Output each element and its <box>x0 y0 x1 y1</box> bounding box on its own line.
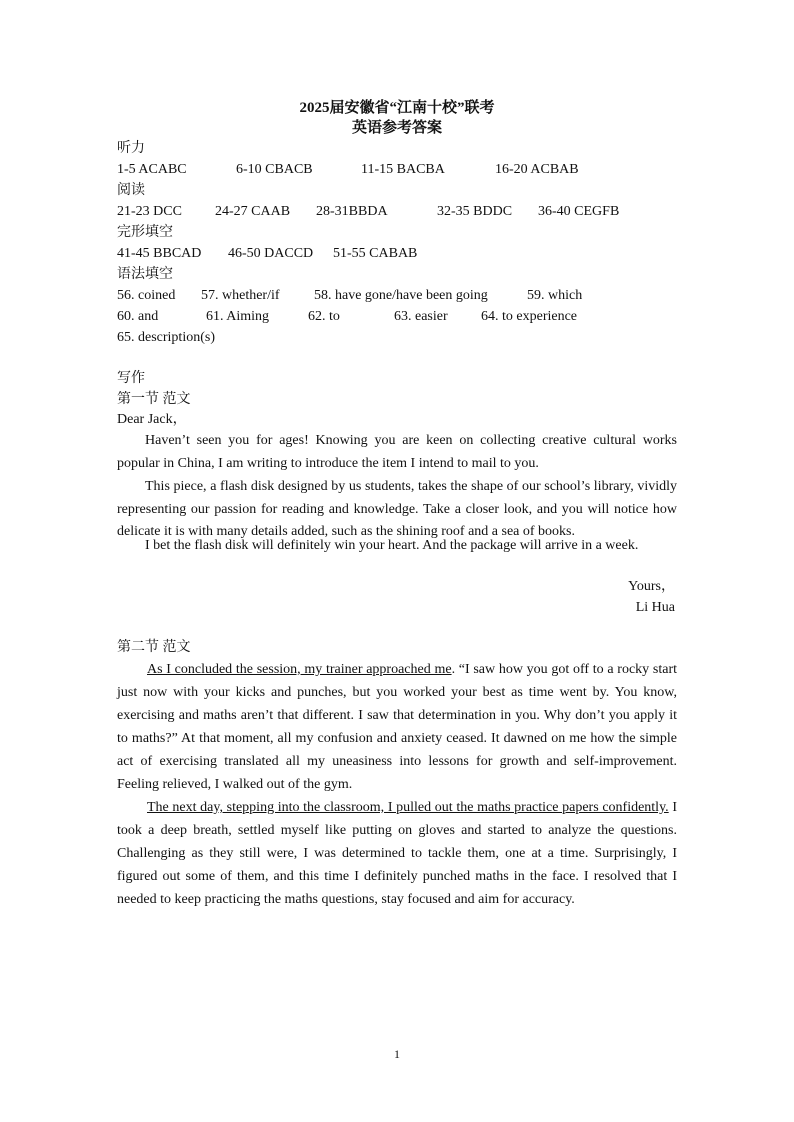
grammar-answer: 60. and <box>117 309 159 324</box>
grammar-answer: 64. to experience <box>481 309 578 324</box>
given-opening-sentence: As I concluded the session, my trainer approached me <box>147 662 452 677</box>
section1-heading: 第一节 范文 <box>117 392 191 407</box>
reading-answer: 28-31BBDA <box>316 204 388 219</box>
given-opening-sentence: The next day, stepping into the classroom, I pulled out the maths practice papers confidently. <box>147 800 669 815</box>
grammar-answer: 61. Aiming <box>206 309 270 324</box>
letter-salutation: Dear Jack， <box>117 412 187 427</box>
grammar-answer: 62. to <box>308 309 340 324</box>
continuation-paragraph <box>117 659 677 796</box>
listening-answer: 1-5 ACABC <box>117 162 187 177</box>
reading-answer: 24-27 CAAB <box>215 204 291 219</box>
listening-answer: 11-15 BACBA <box>361 162 445 177</box>
paragraph-text: I took a deep breath, settled myself like putting on gloves and started to analyze the questions. Challenging as they still were, I was determined to tackle them, one at a time. Surprisingly, I figured out some of them, and this time I definitely punched maths in the face. I resolved that I needed to keep practicing the maths questions, stay focused and aim for accuracy. <box>117 800 677 907</box>
cloze-answer: 51-55 CABAB <box>333 246 418 261</box>
continuation-paragraph <box>117 797 677 912</box>
grammar-heading: 语法填空 <box>117 267 173 282</box>
page-title: 2025届安徽省“江南十校”联考 <box>299 100 495 116</box>
grammar-answer: 59. which <box>527 288 583 303</box>
letter-paragraph: Haven’t seen you for ages! Knowing you are keen on collecting creative cultural works popular in China, I am writing to introduce the item I intend to mail to you. <box>117 433 677 471</box>
letter-paragraph: This piece, a flash disk designed by us students, takes the shape of our school’s library, vividly representing our passion for reading and knowledge. Take a closer look, and you will notice how delicate it is with many details added, such as the shining roof and a sea of books. <box>117 479 677 540</box>
grammar-answer: 57. whether/if <box>201 288 280 303</box>
cloze-answer: 46-50 DACCD <box>228 246 314 261</box>
cloze-heading: 完形填空 <box>117 225 173 240</box>
grammar-answer: 58. have gone/have been going <box>314 288 488 303</box>
page-subtitle: 英语参考答案 <box>351 120 442 136</box>
letter-paragraph: I bet the flash disk will definitely win your heart. And the package will arrive in a week. <box>145 538 639 553</box>
listening-heading: 听力 <box>117 141 145 156</box>
listening-answer: 16-20 ACBAB <box>495 162 579 177</box>
grammar-answer: 65. description(s) <box>117 330 215 345</box>
reading-answer: 21-23 DCC <box>117 204 182 219</box>
reading-answer: 32-35 BDDC <box>437 204 513 219</box>
reading-answer: 36-40 CEGFB <box>538 204 620 219</box>
letter-signature: Li Hua <box>635 600 675 615</box>
section2-heading: 第二节 范文 <box>117 640 191 655</box>
grammar-answer: 56. coined <box>117 288 176 303</box>
grammar-answer: 63. easier <box>394 309 448 324</box>
paragraph-text: . “I saw how you got off to a rocky start just now with your kicks and punches, but you worked your best as time went by. You know, exercising and maths aren’t that different. I saw that determination in you. Why don’t you apply it to maths?” At that moment, all my confusion and anxiety ceased. It dawned on me how the simple act of exercising translated all my uneasiness into lessons for growth and self-improvement. Feeling relieved, I walked out of the gym. <box>117 662 677 792</box>
cloze-answer: 41-45 BBCAD <box>117 246 202 261</box>
page-number: 1 <box>394 1047 400 1061</box>
letter-closing: Yours， <box>628 579 675 594</box>
writing-heading: 写作 <box>117 371 145 386</box>
reading-heading: 阅读 <box>117 183 145 198</box>
listening-answer: 6-10 CBACB <box>236 162 313 177</box>
